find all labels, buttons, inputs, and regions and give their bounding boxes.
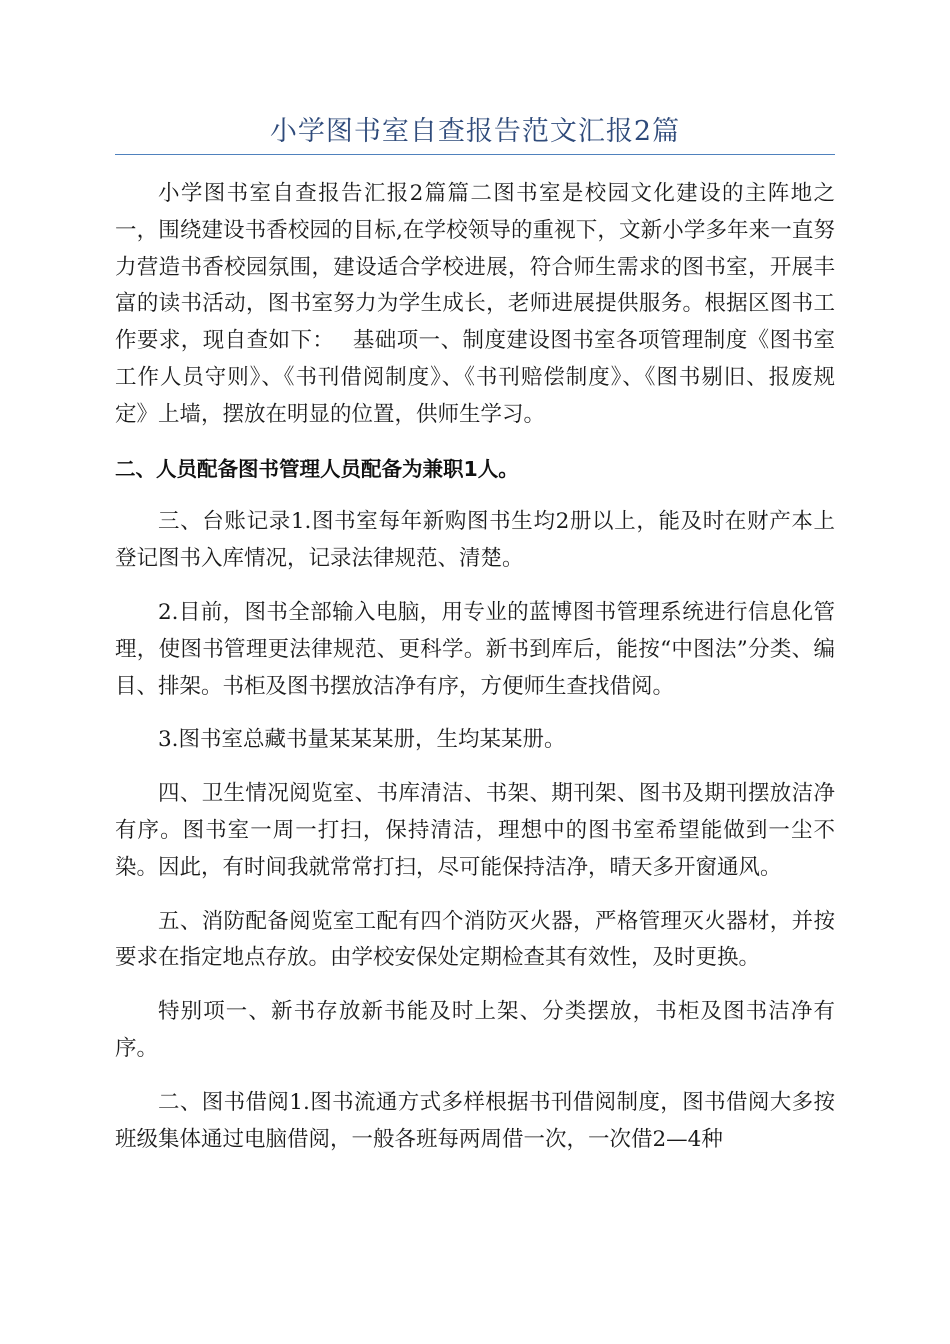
document-title: 小学图书室自查报告范文汇报2篇 bbox=[269, 116, 681, 147]
paragraph-collection-size: 3.图书室总藏书量某某某册，生均某某册。 bbox=[158, 727, 566, 753]
title-underline bbox=[115, 154, 835, 155]
paragraph-borrowing: 二、图书借阅1.图书流通方式多样根据书刊借阅制度，图书借阅大多按班级集体通过电脑借阅，一般各班每两周借一次，一次借2—4种 bbox=[115, 1089, 835, 1152]
paragraph-computerization: 2.目前，图书全部输入电脑，用专业的蓝博图书管理系统进行信息化管理，使图书管理更法律规范、更科学。新书到库后，能按“中图法”分类、编目、排架。书柜及图书摆放洁净有序，方便师生查找借阅。 bbox=[115, 599, 835, 699]
paragraph-new-books: 特别项一、新书存放新书能及时上架、分类摆放，书柜及图书洁净有序。 bbox=[115, 999, 835, 1061]
paragraph-fire-safety: 五、消防配备阅览室工配有四个消防灭火器，严格管理灭火器材，并按要求在指定地点存放。由学校安保处定期检查其有效性，及时更换。 bbox=[115, 908, 835, 971]
paragraph-intro: 小学图书室自查报告汇报2篇篇二图书室是校园文化建设的主阵地之一，围绕建设书香校园的目标,在学校领导的重视下，文新小学多年来一直努力营造书香校园氛围，建设适合学校进展，符合师生需求的图书室，开展丰富的读书活动，图书室努力为学生成长，老师进展提供服务。根据区图书工作要求，现自查如下： 基础项一、制度建设图书室各项管理制度《图书室工作人员守则》、《书刊借阅制度》、《书刊赔偿制度》、《图书剔旧、报废规定》上墙，摆放在明显的位置，供师生学习。 bbox=[115, 181, 835, 427]
paragraph-ledger: 三、台账记录1.图书室每年新购图书生均2册以上，能及时在财产本上登记图书入库情况，记录法律规范、清楚。 bbox=[115, 509, 835, 572]
paragraph-hygiene: 四、卫生情况阅览室、书库清洁、书架、期刊架、图书及期刊摆放洁净有序。图书室一周一打扫，保持清洁，理想中的图书室希望能做到一尘不染。因此，有时间我就常常打扫，尽可能保持洁净，晴天多开窗通风。 bbox=[115, 781, 835, 880]
paragraph-staffing: 二、人员配备图书管理人员配备为兼职1人。 bbox=[115, 456, 519, 481]
document-body bbox=[115, 176, 835, 1175]
